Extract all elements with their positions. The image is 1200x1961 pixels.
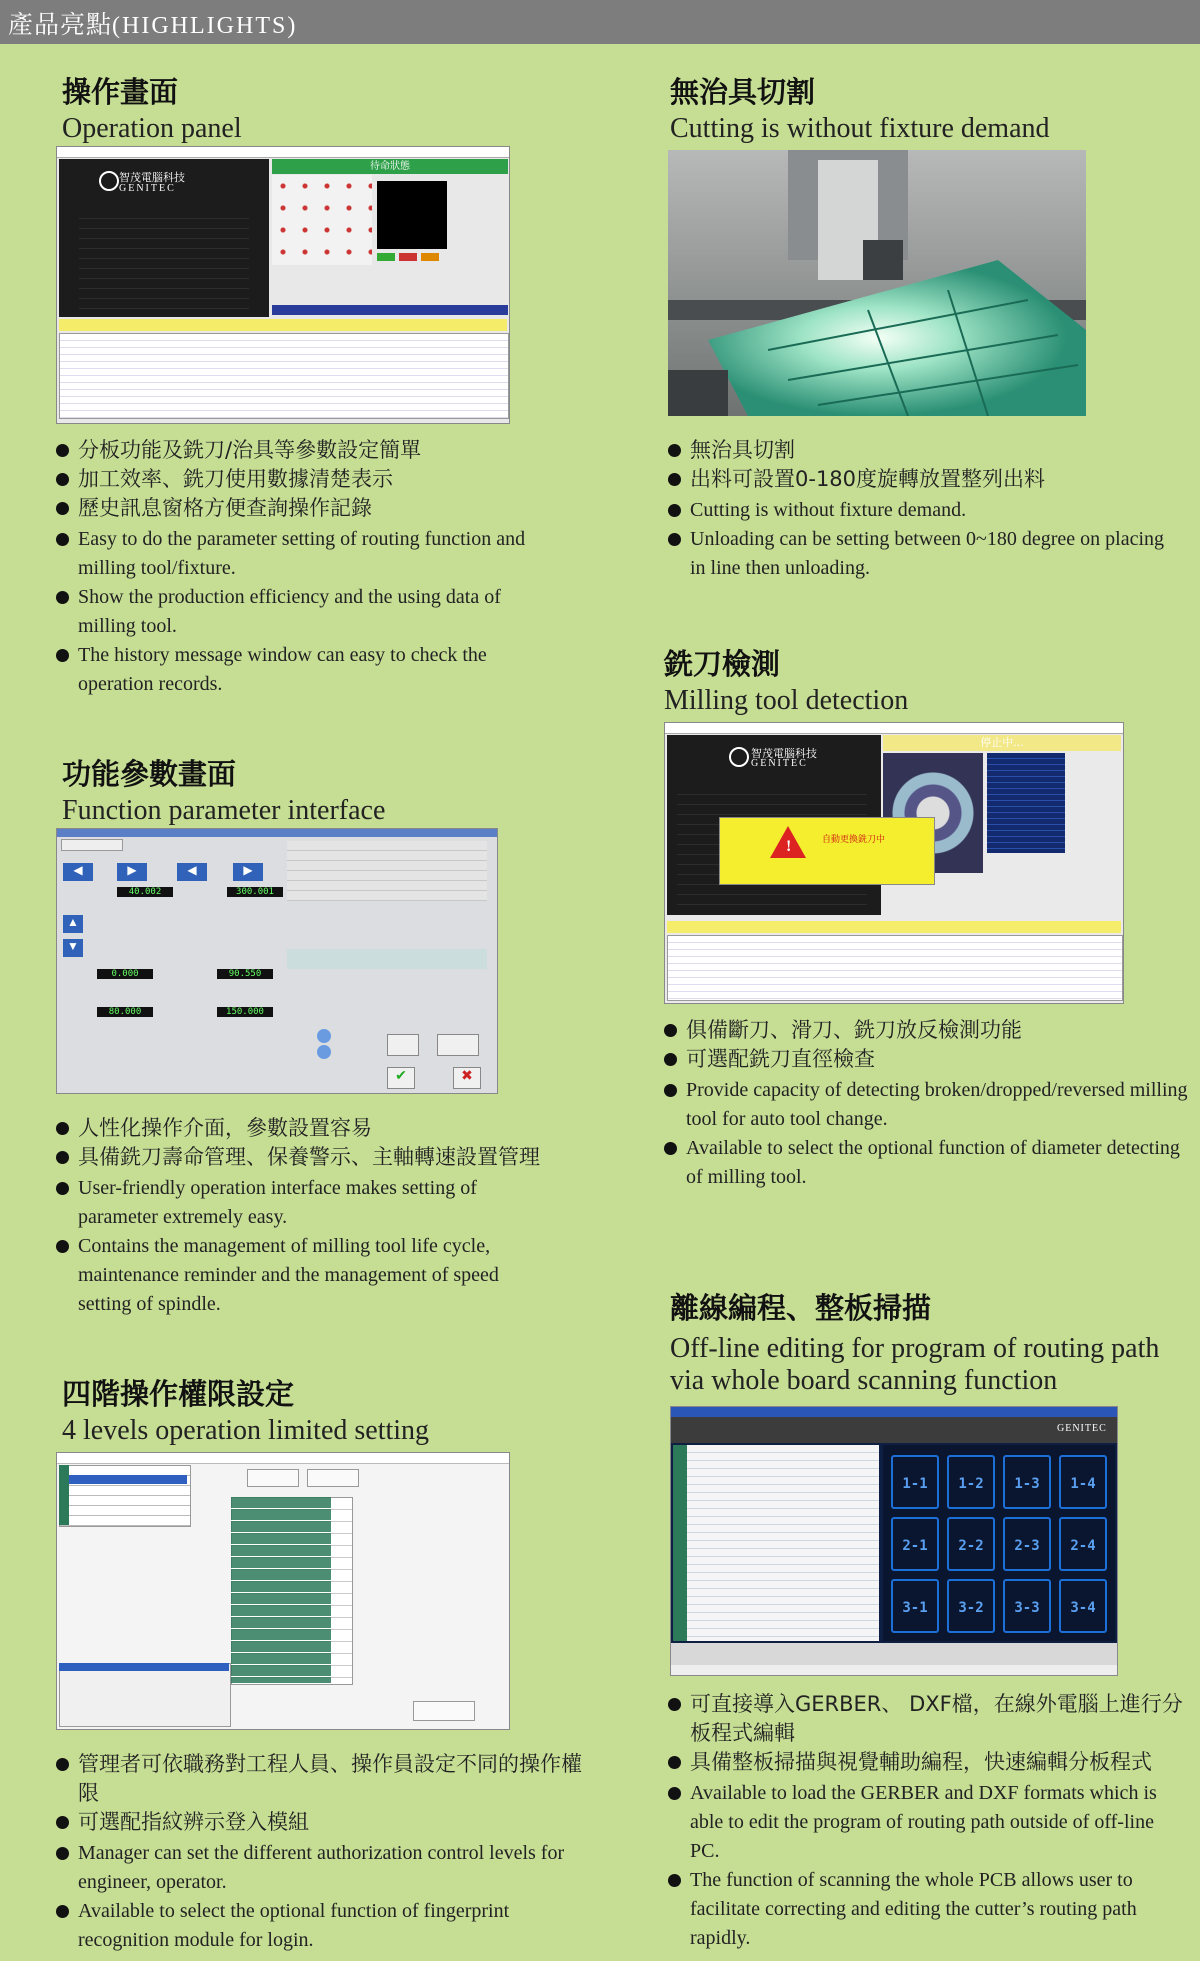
function-parameter-bullets — [56, 1114, 556, 1319]
alert-message: 自動更換銑刀中 — [822, 835, 886, 845]
board-tile[interactable]: 1-3 — [1003, 1455, 1051, 1509]
data-table — [667, 935, 1123, 1001]
bullet-item: Contains the management of milling tool life cycle, maintenance reminder and the management of speed setting of spindle. — [56, 1232, 556, 1319]
section-title-zh: 操作畫面 — [62, 75, 179, 109]
genitec-logo-icon — [99, 171, 119, 191]
operation-panel-bullets — [56, 436, 526, 699]
board-scan-view — [883, 1445, 1115, 1641]
section-title-zh: 無治具切割 — [670, 75, 816, 109]
brand-name-zh: 智茂電腦科技 — [751, 747, 817, 760]
confirm-check-icon[interactable]: ✔ — [387, 1067, 415, 1089]
section-access-levels — [62, 1372, 429, 1447]
tool-detection-screenshot — [664, 722, 1124, 1004]
function-icon-grid — [272, 175, 372, 265]
board-tile[interactable]: 2-4 — [1059, 1517, 1107, 1571]
bullet-item: 無治具切割 — [668, 436, 1168, 465]
offline-editing-screenshot — [670, 1406, 1118, 1676]
cancel-x-icon[interactable]: ✖ — [453, 1067, 481, 1089]
data-table — [59, 333, 509, 419]
header-bar — [0, 0, 1200, 44]
section-title-en: Function parameter interface — [62, 795, 386, 826]
no-fixture-bullets — [668, 436, 1168, 583]
arrow-right-icon[interactable]: ▶ — [117, 863, 147, 881]
bullet-item: Available to load the GERBER and DXF formats which is able to edit the program of routing path outside of off-line PC. — [668, 1779, 1188, 1866]
bullet-item: Unloading can be setting between 0~180 degree on placing in line then unloading. — [668, 525, 1168, 583]
value-display: 40.002 — [117, 887, 173, 897]
arrow-up-icon[interactable]: ▲ — [63, 915, 83, 933]
bullet-item: Cutting is without fixture demand. — [668, 496, 1168, 525]
value-display: 80.000 — [97, 1007, 153, 1017]
section-no-fixture — [670, 70, 1050, 145]
section-title-zh: 四階操作權限設定 — [62, 1377, 295, 1411]
history-message-window — [987, 753, 1065, 853]
bullet-item: Easy to do the parameter setting of routing function and milling tool/fixture. — [56, 525, 526, 583]
status-banner: 待命狀態 — [272, 159, 508, 174]
bullet-item: 出料可設置0-180度旋轉放置整列出料 — [668, 465, 1168, 494]
offline-editing-bullets — [668, 1690, 1188, 1953]
bullet-item: 歷史訊息窗格方便查詢操作記錄 — [56, 494, 526, 523]
bullet-item: User-friendly operation interface makes setting of parameter extremely easy. — [56, 1174, 556, 1232]
section-title-en: 4 levels operation limited setting — [62, 1415, 430, 1446]
section-title-en: Milling tool detection — [664, 685, 909, 716]
bullet-item: 可選配指紋辨示登入模組 — [56, 1808, 586, 1837]
board-tile[interactable]: 3-1 — [891, 1579, 939, 1633]
value-display: 300.001 — [227, 887, 283, 897]
header-title-zh: 產品亮點 — [8, 10, 113, 39]
section-title-en: Off-line editing for program of routing path — [670, 1333, 1160, 1364]
value-display: 90.550 — [217, 969, 273, 979]
routing-path-table — [673, 1445, 879, 1641]
section-function-parameter — [62, 752, 385, 827]
header-title-en: (HIGHLIGHTS) — [112, 13, 298, 39]
brand-name-en: GENITEC — [751, 758, 808, 769]
genitec-logo-icon — [729, 747, 749, 767]
arrow-right-icon[interactable]: ▶ — [233, 863, 263, 881]
section-tool-detection — [664, 642, 908, 717]
arrow-left-icon[interactable]: ◀ — [177, 863, 207, 881]
value-display: 150.000 — [217, 1007, 273, 1017]
bullet-item: The function of scanning the whole PCB allows user to facilitate correcting and editing the cutter’s routing path rapidly. — [668, 1866, 1188, 1953]
board-tile[interactable]: 3-4 — [1059, 1579, 1107, 1633]
bullet-item: 可直接導入GERBER、 DXF檔，在線外電腦上進行分板程式編輯 — [668, 1690, 1188, 1748]
bullet-item: The history message window can easy to check the operation records. — [56, 641, 526, 699]
alert-dialog: ! 自動更換銑刀中 — [719, 817, 935, 885]
account-set-screenshot — [56, 1452, 510, 1730]
section-title-zh: 離線編程、整板掃描 — [670, 1291, 932, 1325]
function-parameter-screenshot — [56, 828, 498, 1094]
brand-name-en: GENITEC — [1057, 1423, 1107, 1434]
bullet-item: 具備銑刀壽命管理、保養警示、主軸轉速設置管理 — [56, 1143, 556, 1172]
bullet-item: 加工效率、銑刀使用數據清楚表示 — [56, 465, 526, 494]
board-tile[interactable]: 2-1 — [891, 1517, 939, 1571]
bullet-item: 具備整板掃描與視覺輔助編程，快速編輯分板程式 — [668, 1748, 1188, 1777]
section-title-en: Operation panel — [62, 113, 242, 144]
arrow-down-icon[interactable]: ▼ — [63, 939, 83, 957]
section-title-en: via whole board scanning function — [670, 1365, 1058, 1396]
board-tile[interactable]: 2-3 — [1003, 1517, 1051, 1571]
section-title-zh: 功能參數畫面 — [62, 757, 237, 791]
board-tile[interactable]: 1-4 — [1059, 1455, 1107, 1509]
board-tile[interactable]: 1-1 — [891, 1455, 939, 1509]
board-tile[interactable]: 3-3 — [1003, 1579, 1051, 1633]
bullet-item: Manager can set the different authorization control levels for engineer, operator. — [56, 1839, 586, 1897]
bullet-item: 可選配銑刀直徑檢查 — [664, 1045, 1196, 1074]
bullet-item: Available to select the optional function of fingerprint recognition module for login. — [56, 1897, 586, 1955]
board-tile[interactable]: 2-2 — [947, 1517, 995, 1571]
bullet-item: Show the production efficiency and the using data of milling tool. — [56, 583, 526, 641]
section-title-en: Cutting is without fixture demand — [670, 113, 1050, 144]
camera-view — [377, 181, 447, 249]
operation-panel-screenshot — [56, 146, 510, 424]
arrow-left-icon[interactable]: ◀ — [63, 863, 93, 881]
section-operation-panel — [62, 70, 242, 145]
access-levels-bullets — [56, 1750, 586, 1955]
bullet-item: 管理者可依職務對工程人員、操作員設定不同的操作權限 — [56, 1750, 586, 1808]
header-title — [8, 5, 297, 41]
tool-detection-bullets — [664, 1016, 1196, 1192]
board-tile[interactable]: 1-2 — [947, 1455, 995, 1509]
bullet-item: 俱備斷刀、滑刀、銑刀放反檢測功能 — [664, 1016, 1196, 1045]
value-display: 0.000 — [97, 969, 153, 979]
brand-name-en: GENITEC — [119, 183, 176, 194]
bullet-item: 人性化操作介面，參數設置容易 — [56, 1114, 556, 1143]
bullet-item: Provide capacity of detecting broken/dropped/reversed milling tool for auto tool change. — [664, 1076, 1196, 1134]
board-tile[interactable]: 3-2 — [947, 1579, 995, 1633]
bullet-item: Available to select the optional function of diameter detecting of milling tool. — [664, 1134, 1196, 1192]
cutting-machine-photo — [668, 150, 1086, 416]
section-title-zh: 銑刀檢測 — [664, 647, 781, 681]
brand-name-zh: 智茂電腦科技 — [119, 171, 185, 184]
bullet-item: 分板功能及銑刀/治具等參數設定簡單 — [56, 436, 526, 465]
status-banner: 停止中... — [883, 735, 1121, 751]
section-offline-editing — [670, 1286, 1190, 1397]
